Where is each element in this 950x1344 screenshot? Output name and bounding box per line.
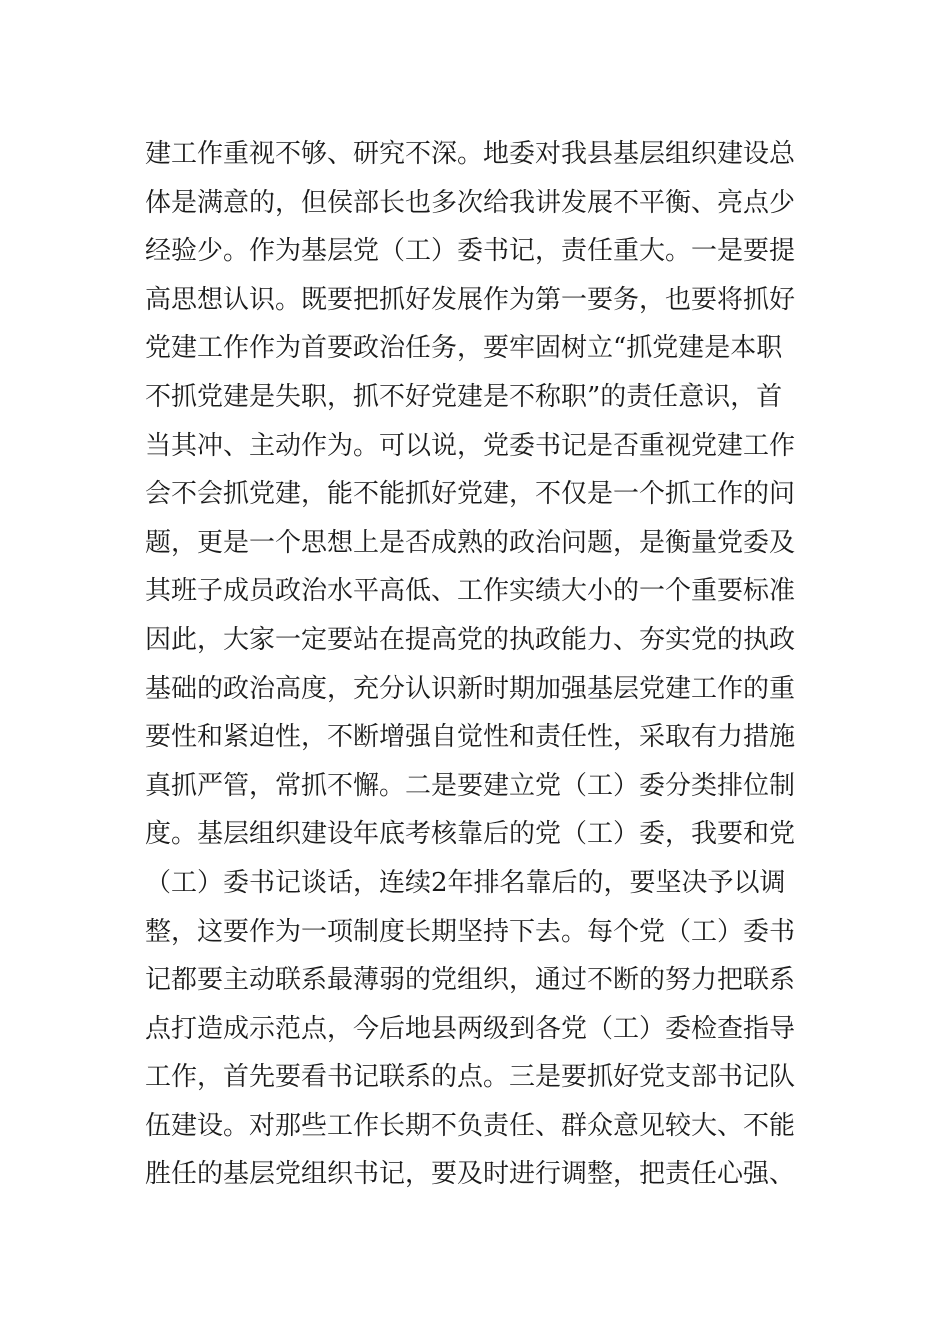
- text-line: 会不会抓党建，能不能抓好党建，不仅是一个抓工作的问: [145, 479, 796, 510]
- text-line: 度。基层组织建设年底考核靠后的党（工）委，我要和党: [145, 819, 796, 850]
- text-line: 当其冲、主动作为。可以说，党委书记是否重视党建工作: [145, 430, 796, 461]
- text-line: 整，这要作为一项制度长期坚持下去。每个党（工）委书: [145, 916, 796, 947]
- text-line: 体是满意的，但侯部长也多次给我讲发展不平衡、亮点少: [145, 187, 796, 218]
- text-line: 伍建设。对那些工作长期不负责任、群众意见较大、不能: [145, 1110, 796, 1141]
- text-line: 其班子成员政治水平高低、工作实绩大小的一个重要标准: [145, 576, 796, 607]
- text-line: 记都要主动联系最薄弱的党组织，通过不断的努力把联系: [145, 965, 796, 996]
- text-line: 党建工作作为首要政治任务，要牢固树立“抓党建是本职: [145, 333, 783, 364]
- text-line: 经验少。作为基层党（工）委书记，责任重大。一是要提: [145, 236, 796, 267]
- text-line: 工作，首先要看书记联系的点。三是要抓好党支部书记队: [145, 1062, 796, 1093]
- text-line: 题，更是一个思想上是否成熟的政治问题，是衡量党委及: [145, 527, 796, 558]
- text-line: 基础的政治高度，充分认识新时期加强基层党建工作的重: [145, 673, 796, 704]
- body-text: [145, 130, 815, 1199]
- text-line: 真抓严管，常抓不懈。二是要建立党（工）委分类排位制: [145, 770, 796, 801]
- text-line: 胜任的基层党组织书记，要及时进行调整，把责任心强、: [145, 1159, 796, 1190]
- text-line: 建工作重视不够、研究不深。地委对我县基层组织建设总: [145, 139, 796, 169]
- text-line: 点打造成示范点，今后地县两级到各党（工）委检查指导: [145, 1013, 796, 1044]
- text-line: 因此，大家一定要站在提高党的执政能力、夯实党的执政: [145, 624, 796, 655]
- text-line: 要性和紧迫性，不断增强自觉性和责任性，采取有力措施: [145, 722, 796, 753]
- text-line: （工）委书记谈话，连续2年排名靠后的，要坚决予以调: [145, 867, 786, 898]
- text-line: 高思想认识。既要把抓好发展作为第一要务，也要将抓好: [145, 284, 796, 315]
- text-line: 不抓党建是失职，抓不好党建是不称职”的责任意识，首: [145, 381, 783, 412]
